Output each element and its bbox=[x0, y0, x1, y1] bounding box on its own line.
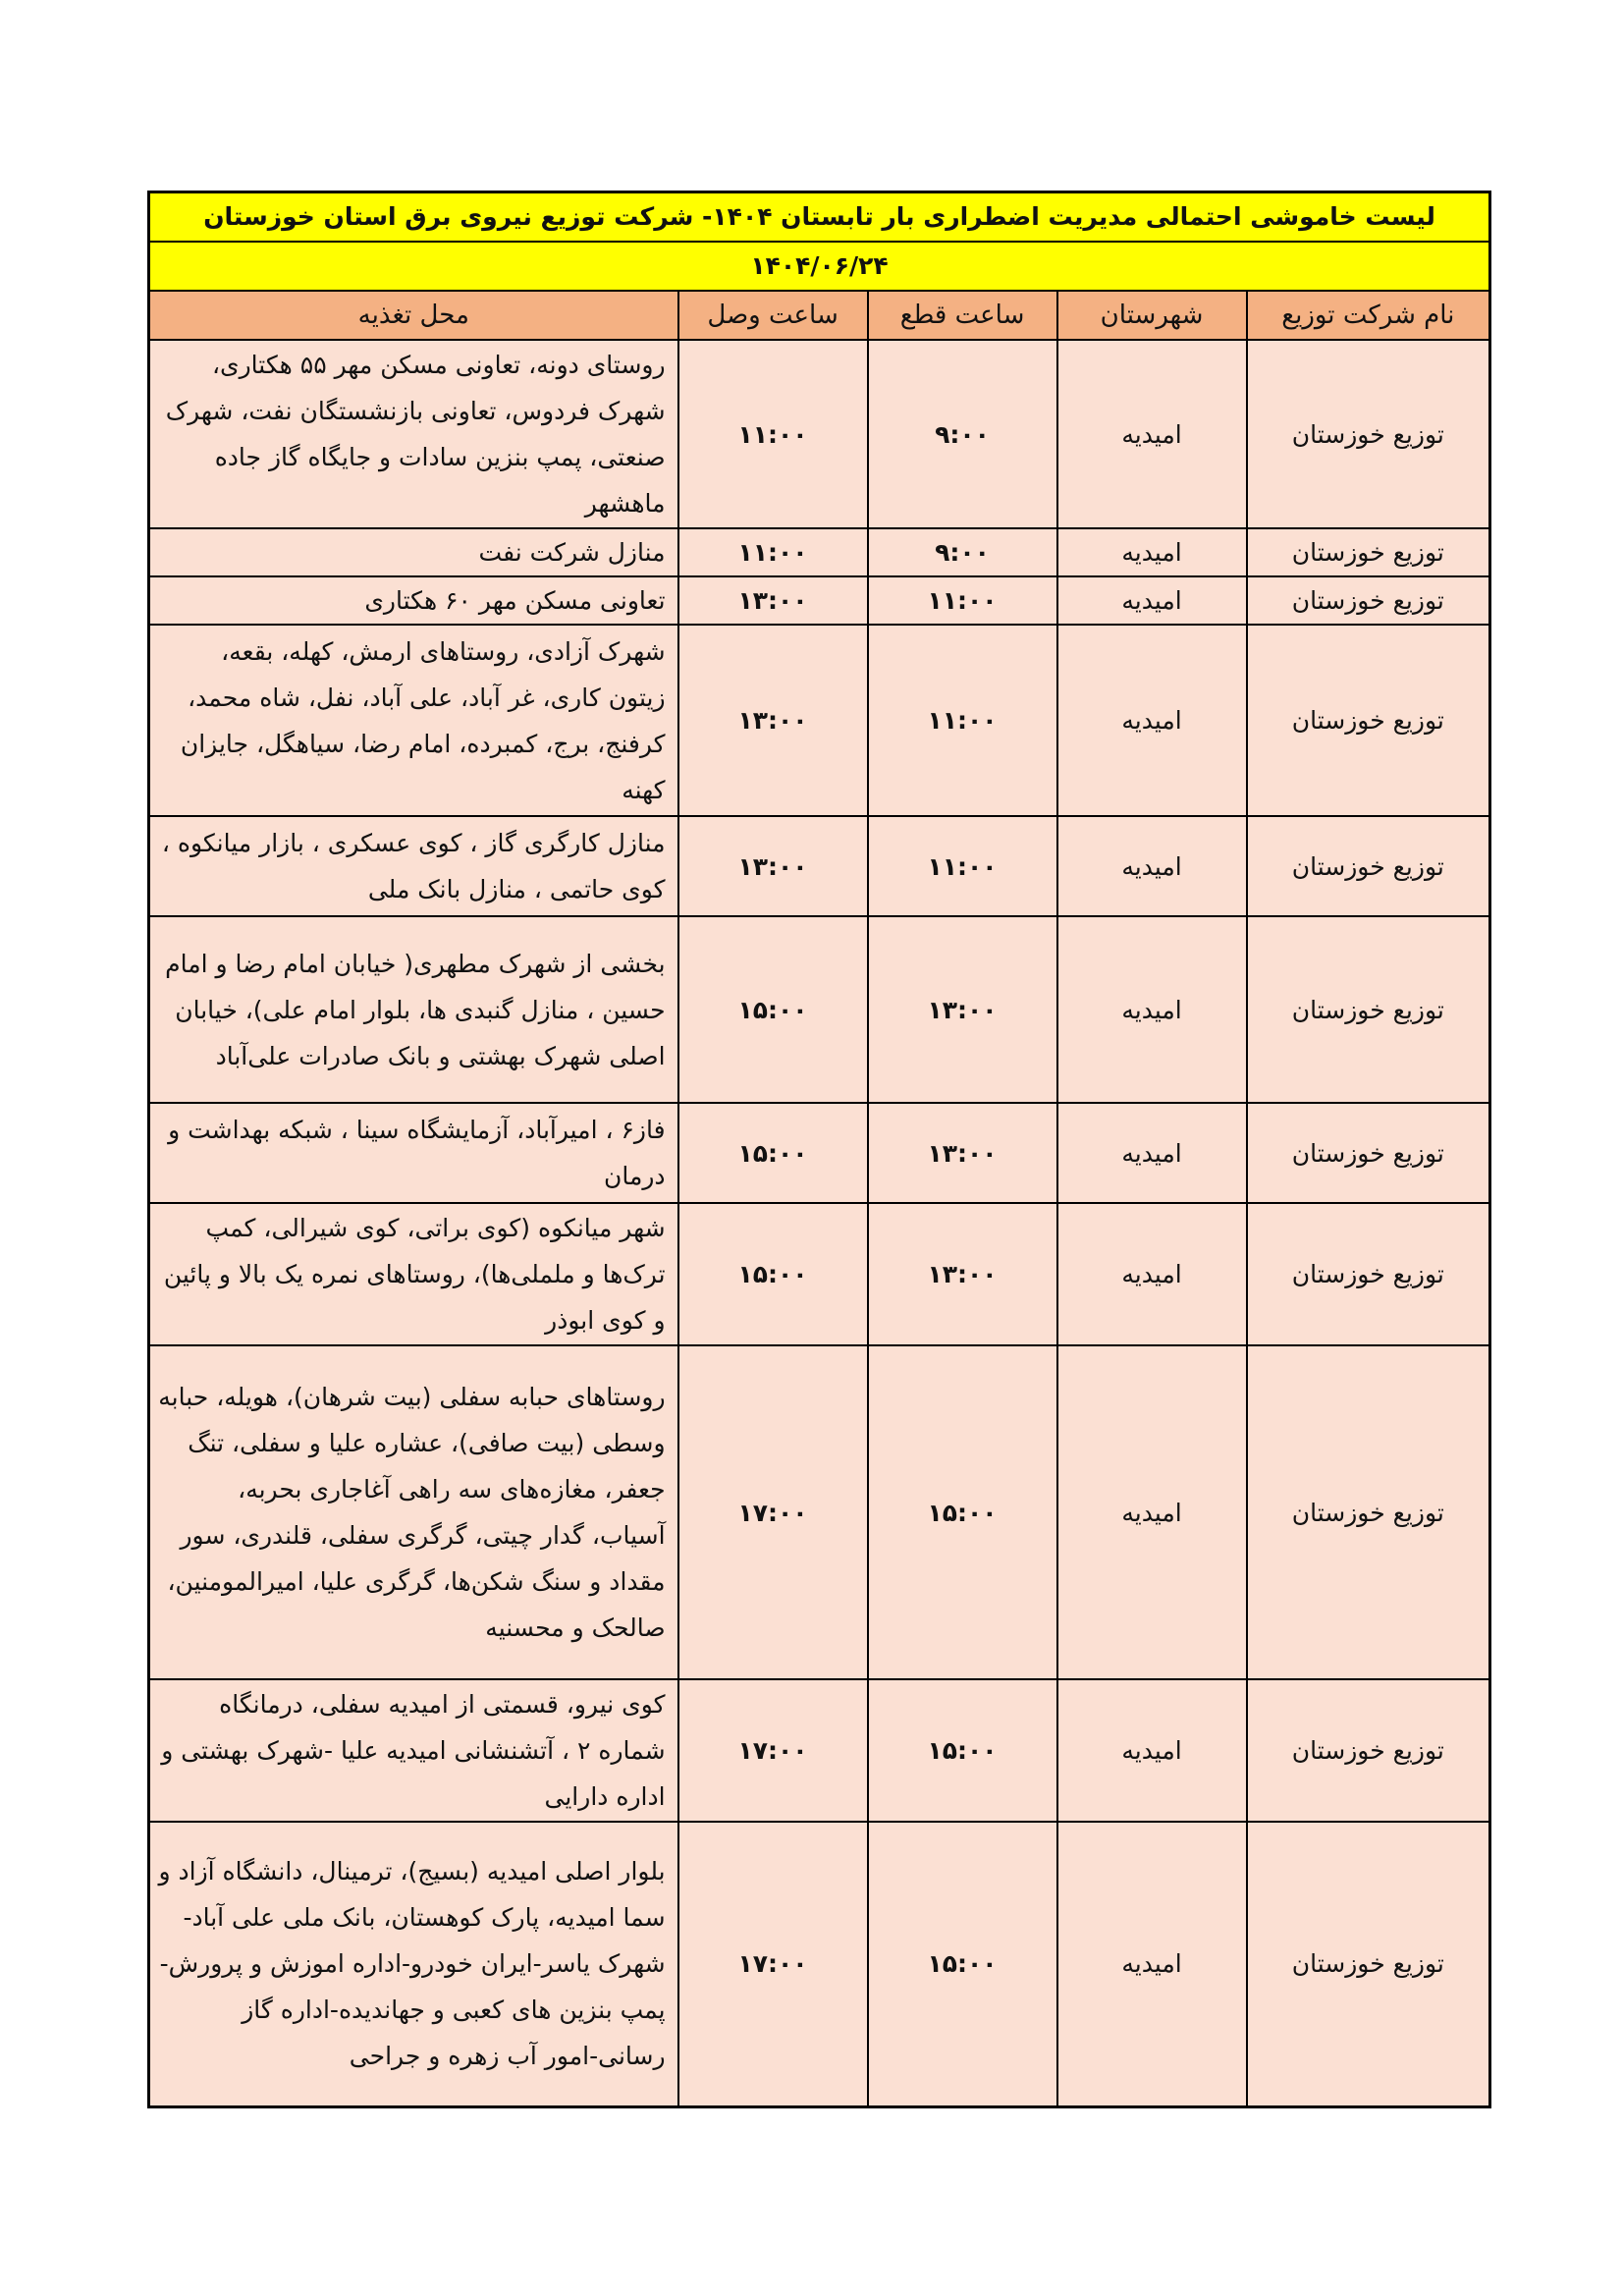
location-cell: تعاونی مسکن مهر ۶۰ هکتاری bbox=[149, 576, 678, 625]
city-cell: امیدیه bbox=[1057, 1103, 1247, 1203]
location-cell: شهر میانکوه (کوی براتی، کوی شیرالی، کمپ ترک‌ها و ململی‌ها)، روستاهای نمره یک بالا و پائین و کوی ابوذر bbox=[149, 1203, 678, 1345]
cut-time-cell: ۱۱:۰۰ bbox=[868, 625, 1057, 816]
location-cell: کوی نیرو، قسمتی از امیدیه سفلی، درمانگاه شماره ۲ ، آتشنشانی امیدیه علیا -شهرک بهشتی و اداره دارایی bbox=[149, 1679, 678, 1822]
table-row bbox=[149, 916, 1490, 1103]
company-cell: توزیع خوزستان bbox=[1247, 625, 1490, 816]
company-cell: توزیع خوزستان bbox=[1247, 1345, 1490, 1679]
cut-time-cell: ۱۳:۰۰ bbox=[868, 916, 1057, 1103]
city-cell: امیدیه bbox=[1057, 1679, 1247, 1822]
table-row bbox=[149, 1679, 1490, 1822]
city-cell: امیدیه bbox=[1057, 1822, 1247, 2106]
cut-time-cell: ۹:۰۰ bbox=[868, 528, 1057, 576]
header-row bbox=[149, 291, 1490, 340]
company-cell: توزیع خوزستان bbox=[1247, 1203, 1490, 1345]
company-cell: توزیع خوزستان bbox=[1247, 816, 1490, 916]
city-cell: امیدیه bbox=[1057, 576, 1247, 625]
location-cell: منازل کارگری گاز ، کوی عسکری ، بازار میانکوه ، کوی حاتمی ، منازل بانک ملی bbox=[149, 816, 678, 916]
connect-time-cell: ۱۵:۰۰ bbox=[678, 916, 868, 1103]
location-cell: روستاهای حبابه سفلی (بیت شرهان)، هویله، حبابه وسطی (بیت صافی)، عشاره علیا و سفلی، تنگ جعفر، مغازه‌های سه راهی آغاجاری بحربه، آسیاب، گدار چیتی، گرگری سفلی، قلندری، سور مقداد و سنگ شکن‌ها، گرگری علیا، امیرالمومنین، صالحک و محسنیه bbox=[149, 1345, 678, 1679]
table-row bbox=[149, 1203, 1490, 1345]
table-row bbox=[149, 1345, 1490, 1679]
city-cell: امیدیه bbox=[1057, 340, 1247, 528]
cut-time-cell: ۹:۰۰ bbox=[868, 340, 1057, 528]
city-cell: امیدیه bbox=[1057, 528, 1247, 576]
header-connect-time: ساعت وصل bbox=[678, 291, 868, 340]
company-cell: توزیع خوزستان bbox=[1247, 1103, 1490, 1203]
table-title: لیست خاموشی احتمالی مدیریت اضطراری بار تابستان ۱۴۰۴- شرکت توزیع نیروی برق استان خوزستان bbox=[149, 192, 1490, 243]
header-city: شهرستان bbox=[1057, 291, 1247, 340]
connect-time-cell: ۱۳:۰۰ bbox=[678, 816, 868, 916]
city-cell: امیدیه bbox=[1057, 1345, 1247, 1679]
city-cell: امیدیه bbox=[1057, 625, 1247, 816]
connect-time-cell: ۱۱:۰۰ bbox=[678, 528, 868, 576]
company-cell: توزیع خوزستان bbox=[1247, 528, 1490, 576]
table-date: ۱۴۰۴/۰۶/۲۴ bbox=[149, 242, 1490, 291]
city-cell: امیدیه bbox=[1057, 916, 1247, 1103]
connect-time-cell: ۱۱:۰۰ bbox=[678, 340, 868, 528]
table-row bbox=[149, 1103, 1490, 1203]
connect-time-cell: ۱۳:۰۰ bbox=[678, 625, 868, 816]
company-cell: توزیع خوزستان bbox=[1247, 340, 1490, 528]
connect-time-cell: ۱۷:۰۰ bbox=[678, 1679, 868, 1822]
connect-time-cell: ۱۷:۰۰ bbox=[678, 1822, 868, 2106]
header-company: نام شرکت توزیع bbox=[1247, 291, 1490, 340]
cut-time-cell: ۱۱:۰۰ bbox=[868, 816, 1057, 916]
table-row bbox=[149, 576, 1490, 625]
table-row bbox=[149, 816, 1490, 916]
outage-table bbox=[147, 191, 1491, 2108]
cut-time-cell: ۱۳:۰۰ bbox=[868, 1203, 1057, 1345]
location-cell: فاز۶ ، امیرآباد، آزمایشگاه سینا ، شبکه بهداشت و درمان bbox=[149, 1103, 678, 1203]
connect-time-cell: ۱۳:۰۰ bbox=[678, 576, 868, 625]
location-cell: بخشی از شهرک مطهری( خیابان امام رضا و امام حسین ، منازل گنبدی ها، بلوار امام علی)، خیابان اصلی شهرک بهشتی و بانک صادرات علی‌آباد bbox=[149, 916, 678, 1103]
location-cell: بلوار اصلی امیدیه (بسیج)، ترمینال، دانشگاه آزاد و سما امیدیه، پارک کوهستان، بانک ملی علی آباد-شهرک یاسر-ایران خودرو-اداره اموزش و پرورش-پمپ بنزین های کعبی و جهاندیده-اداره گاز رسانی-امور آب زهره و جراحی bbox=[149, 1822, 678, 2106]
date-row bbox=[149, 242, 1490, 291]
company-cell: توزیع خوزستان bbox=[1247, 1822, 1490, 2106]
company-cell: توزیع خوزستان bbox=[1247, 1679, 1490, 1822]
table-row bbox=[149, 1822, 1490, 2106]
table-row bbox=[149, 528, 1490, 576]
cut-time-cell: ۱۳:۰۰ bbox=[868, 1103, 1057, 1203]
cut-time-cell: ۱۵:۰۰ bbox=[868, 1679, 1057, 1822]
connect-time-cell: ۱۵:۰۰ bbox=[678, 1103, 868, 1203]
city-cell: امیدیه bbox=[1057, 1203, 1247, 1345]
table-row bbox=[149, 340, 1490, 528]
company-cell: توزیع خوزستان bbox=[1247, 576, 1490, 625]
location-cell: منازل شرکت نفت bbox=[149, 528, 678, 576]
location-cell: روستای دونه، تعاونی مسکن مهر ۵۵ هکتاری، شهرک فردوس، تعاونی بازنشستگان نفت، شهرک صنعتی، پمپ بنزین سادات و جایگاه گاز جاده ماهشهر bbox=[149, 340, 678, 528]
cut-time-cell: ۱۵:۰۰ bbox=[868, 1822, 1057, 2106]
location-cell: شهرک آزادی، روستاهای ارمش، کهله، بقعه، زیتون کاری، غر آباد، علی آباد، نفل، شاه محمد، کرفنج، برج، کمبرده، امام رضا، سیاهگل، جایزان کهنه bbox=[149, 625, 678, 816]
title-row bbox=[149, 192, 1490, 243]
company-cell: توزیع خوزستان bbox=[1247, 916, 1490, 1103]
connect-time-cell: ۱۵:۰۰ bbox=[678, 1203, 868, 1345]
city-cell: امیدیه bbox=[1057, 816, 1247, 916]
cut-time-cell: ۱۱:۰۰ bbox=[868, 576, 1057, 625]
cut-time-cell: ۱۵:۰۰ bbox=[868, 1345, 1057, 1679]
table-row bbox=[149, 625, 1490, 816]
header-cut-time: ساعت قطع bbox=[868, 291, 1057, 340]
connect-time-cell: ۱۷:۰۰ bbox=[678, 1345, 868, 1679]
header-location: محل تغذیه bbox=[149, 291, 678, 340]
